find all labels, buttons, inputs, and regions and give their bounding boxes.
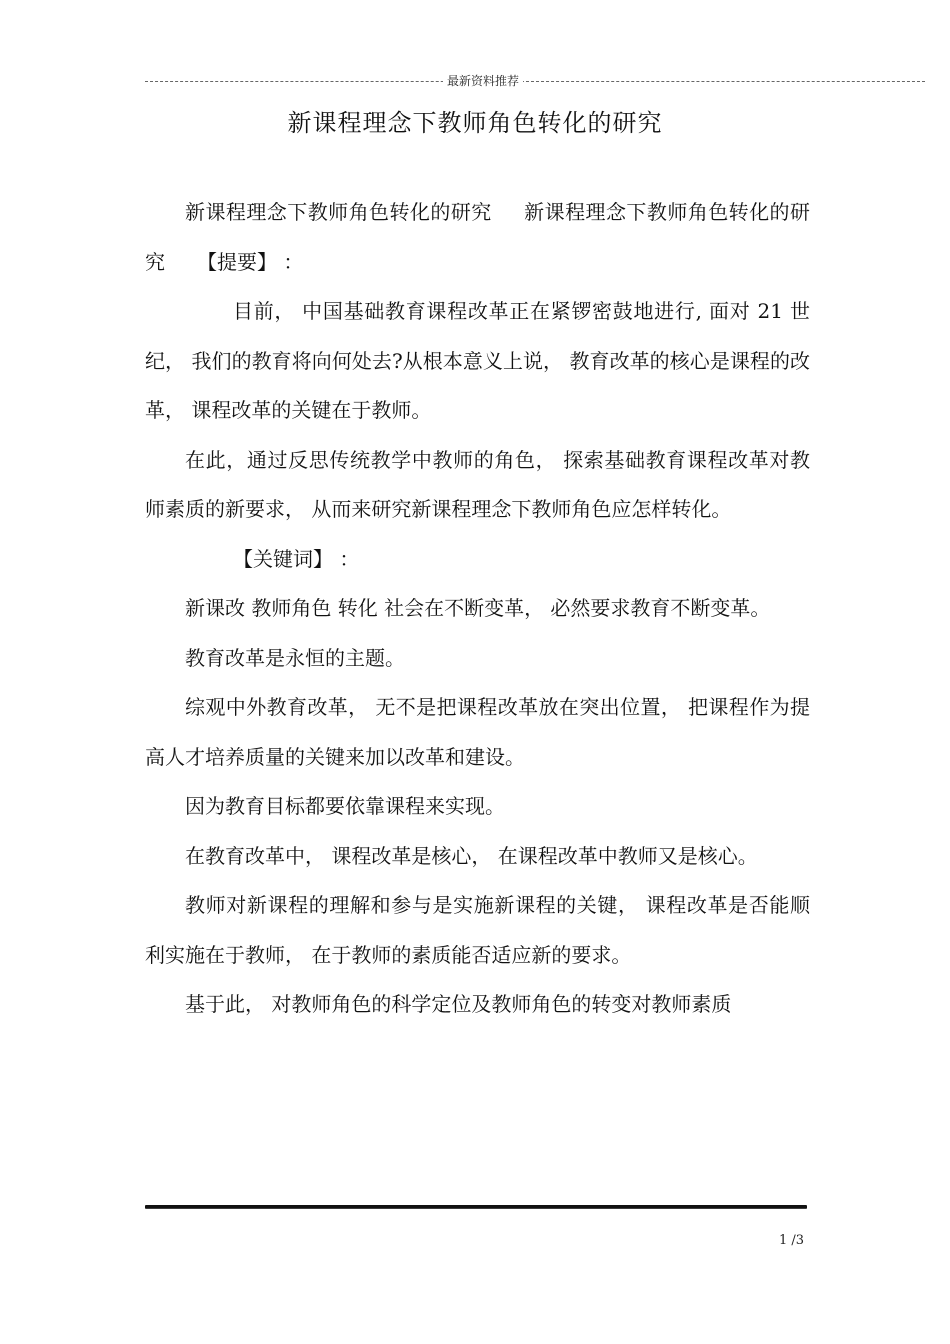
intro-title-b: 新课程理念下教师角色转化的研究 — [145, 200, 811, 274]
intro-title-a: 新课程理念下教师角色转化的研究 — [185, 200, 492, 224]
paragraph: 在教育改革中， 课程改革是核心， 在课程改革中教师又是核心。 — [185, 843, 758, 868]
paragraph: 教育改革是永恒的主题。 — [185, 645, 405, 670]
keywords-label: 【关键词】 ： — [233, 546, 360, 571]
footer-rule — [145, 1205, 807, 1209]
paragraph: 基于此， 对教师角色的科学定位及教师角色的转变对教师素质 — [185, 992, 732, 1016]
paragraph: 新课改 教师角色 转化 社会在不断变革， 必然要求教育不断变革。 — [185, 596, 771, 620]
document-body — [145, 188, 810, 1030]
document-title: 新课程理念下教师角色转化的研究 — [287, 109, 663, 137]
header-label: 最新资料推荐 — [443, 72, 523, 90]
paragraph: 综观中外教育改革， 无不是把课程改革放在突出位置， 把课程作为提高人才培养质量的关键来加以改革和建设。 — [145, 695, 810, 769]
paragraph: 因为教育目标都要依靠课程来实现。 — [185, 794, 505, 818]
paragraph: 教师对新课程的理解和参与是实施新课程的关键， 课程改革是否能顺利实施在于教师， 在于教师的素质能否适应新的要求。 — [145, 893, 810, 967]
header-dashed-rule — [145, 81, 925, 82]
page-number: 1 /3 — [779, 1233, 805, 1248]
page-header — [145, 72, 925, 90]
abstract-label: 【提要】 ： — [197, 249, 304, 274]
intro-paragraph — [145, 188, 810, 287]
paragraph: 在此，通过反思传统教学中教师的角色， 探索基础教育课程改革对教师素质的新要求， 从而来研究新课程理念下教师角色应怎样转化。 — [145, 447, 810, 521]
paragraph: 目前， 中国基础教育课程改革正在紧锣密鼓地进行, 面对 21 世纪， 我们的教育将向何处去?从根本意义上说， 教育改革的核心是课程的改革， 课程改革的关键在于教师。 — [145, 299, 810, 422]
